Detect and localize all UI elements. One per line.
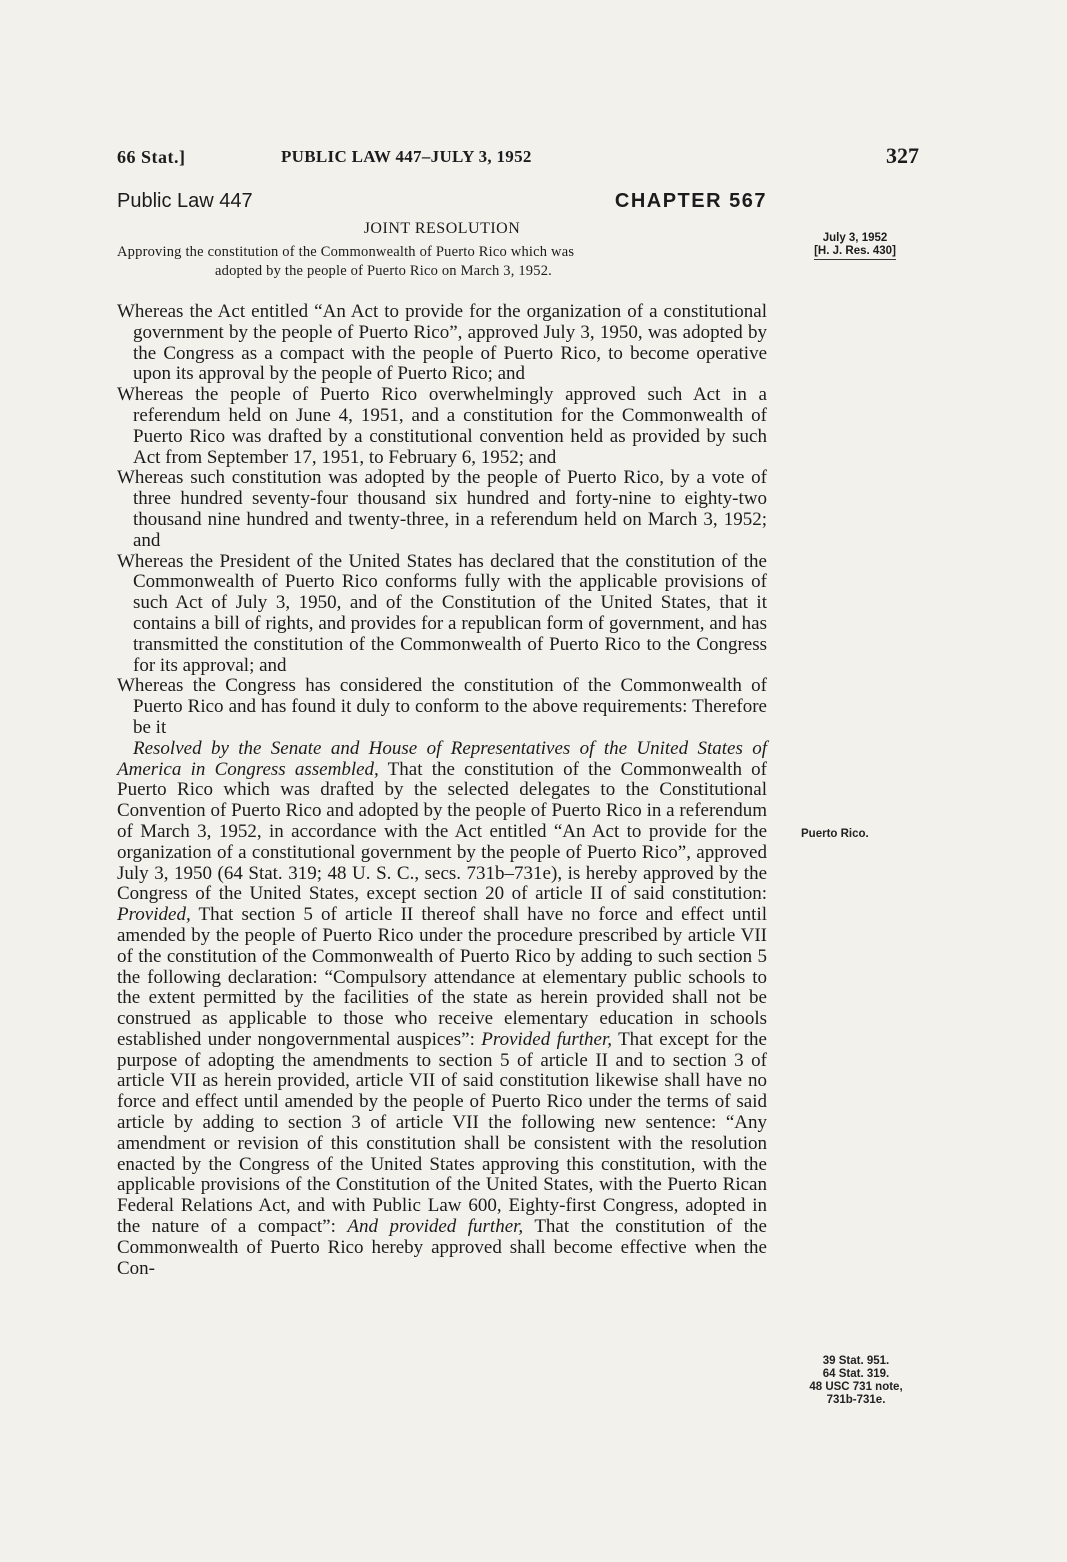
margin-citation: 39 Stat. 951. [822, 1355, 890, 1367]
margin-note-puerto-rico: Puerto Rico. [801, 828, 869, 840]
margin-citation: 64 Stat. 319. [822, 1368, 890, 1380]
resolution-title [117, 243, 767, 281]
public-law-number: Public Law 447 [117, 190, 253, 212]
margin-date: July 3, 1952 [822, 232, 888, 244]
resolution-title-line-2: adopted by the people of Puerto Rico on March 3, 1952. [215, 263, 552, 279]
margin-citations [786, 1355, 926, 1407]
margin-citation: 731b-731e. [826, 1394, 886, 1406]
resolved-text-1: That the constitution of the Commonwealth of Puerto Rico which was drafted by the selected delegates to the Constitutional Convention of Puerto Rico and adopted by the people of Puerto Rico in a referendum of March 3, 1952, in accordance with the Act entitled “An Act to provide for the organization of a constitutional government by the people of Puerto Rico”, approved July 3, 1950 (64 Stat. 319; 48 U. S. C., secs. 731b–731e), is hereby approved by the Congress of the United States, except section 20 of article II of said constitution: [117, 758, 767, 905]
whereas-clause: Whereas the President of the United States has declared that the constitution of the Commonwealth of Puerto Rico conforms fully with the applicable provisions of such Act of July 3, 1950, and of the Constitution of the United States, that it contains a bill of rights, and provides for a republican form of government, and has transmitted the constitution of the Commonwealth of Puerto Rico to the Congress for its approval; and [117, 550, 767, 676]
resolution-title-line-1: Approving the constitution of the Commonwealth of Puerto Rico which was [117, 244, 575, 260]
enacting-clause: Resolved by the Senate and House of Representatives of the United States of America in Congress assembled, [117, 737, 767, 780]
chapter-number: CHAPTER 567 [614, 190, 767, 212]
margin-date-note [790, 232, 920, 260]
resolved-text-4: That the constitution of the Commonwealth of Puerto Rico hereby approved shall become effective when the Con- [117, 1216, 767, 1279]
margin-resolution: [H. J. Res. 430] [814, 245, 896, 260]
proviso-and-further-label: And provided further, [347, 1216, 524, 1238]
proviso-label: Provided, [117, 904, 191, 926]
proviso-further-label: Provided further, [481, 1028, 613, 1050]
whereas-clause: Whereas the Act entitled “An Act to provide for the organization of a constitutional government by the people of Puerto Rico”, approved July 3, 1950, was adopted by the Congress as a compact with the people of Puerto Rico, to become operative upon its approval by the people of Puerto Rico; and [117, 301, 767, 385]
whereas-clause: Whereas the Congress has considered the constitution of the Commonwealth of Puerto Rico and has found it duly to conform to the above requirements: Therefore be it [117, 675, 767, 738]
whereas-clause: Whereas the people of Puerto Rico overwhelmingly approved such Act in a referendum held on June 4, 1951, and a constitution for the Commonwealth of Puerto Rico was drafted by a constitutional convention held as provided by such Act from September 17, 1951, to February 6, 1952; and [117, 384, 767, 468]
body-text [117, 302, 767, 1279]
running-title: PUBLIC LAW 447–JULY 3, 1952 [281, 147, 532, 166]
margin-citation: 48 USC 731 note, [809, 1381, 903, 1393]
page-number: 327 [886, 143, 919, 168]
running-head [117, 143, 919, 173]
resolved-text-3: That except for the purpose of adopting the amendments to section 5 of article II and to section 3 of article VII as herein provided, article VII of said constitution likewise shall have no force and effect until amended by the people of Puerto Rico under the terms of said article by adding to section 3 of article VII the following new sentence: “Any amendment or revision of this constitution shall be consistent with the resolution enacted by the Congress of the United States approving this constitution, with the applicable provisions of the Constitution of the United States, with the Puerto Rican Federal Relations Act, and with Public Law 600, Eighty-first Congress, adopted in the nature of a compact”: [117, 1028, 767, 1238]
statute-volume: 66 Stat.] [117, 147, 186, 167]
law-heading [117, 190, 767, 220]
joint-resolution-heading: JOINT RESOLUTION [363, 220, 521, 237]
resolving-clause [117, 739, 767, 1280]
whereas-clause: Whereas such constitution was adopted by the people of Puerto Rico, by a vote of three hundred seventy-four thousand six hundred and forty-nine to eighty-two thousand nine hundred and twenty-three, in a referendum held on March 3, 1952; and [117, 467, 767, 551]
resolved-text-2: That section 5 of article II thereof shall have no force and effect until amended by the people of Puerto Rico under the procedure prescribed by article VII of the constitution of the Commonwealth of Puerto Rico by adding to such section 5 the following declaration: “Compulsory attendance at elementary public schools to the extent permitted by the facilities of the state as herein provided shall not be construed as applicable to those who receive elementary education in schools established under nongovernmental auspices”: [117, 904, 767, 1050]
